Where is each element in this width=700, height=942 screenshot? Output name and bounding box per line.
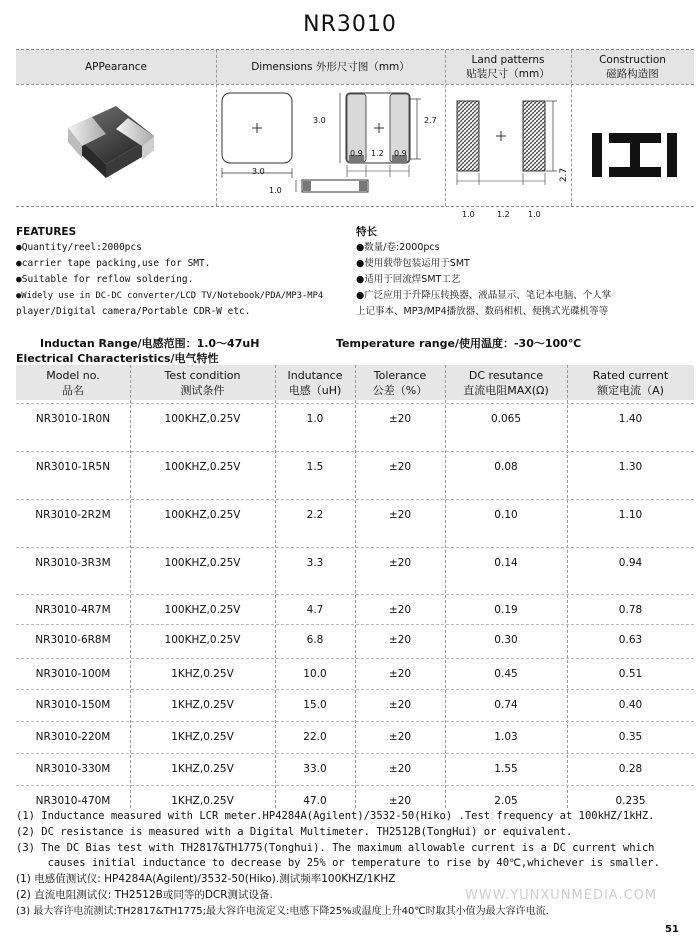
cell-tolerance: ±20 [388,509,412,521]
dim-width: 3.0 [252,167,265,176]
cell-tolerance: ±20 [388,634,412,646]
features-cn-item: 上记事本、MP3/MP4播放器、数码相机、便携式光碟机等等 [356,306,609,317]
row-divider [16,785,694,786]
header-model [16,365,130,400]
header-tolerance [355,365,445,400]
row-divider [16,753,694,754]
cell-model: NR3010-4R7M [35,604,111,616]
land-pad2: 1.0 [528,210,541,219]
cell-rated-current: 0.28 [618,763,643,775]
land-gap: 1.2 [497,210,510,219]
cell-tolerance: ±20 [388,557,412,569]
header-model-en: Model no. [46,368,100,382]
cell-dcr: 0.30 [494,634,518,646]
cell-tolerance: ±20 [388,795,412,807]
features-en-title: FEATURES [16,226,77,238]
features-cn-item: ●使用载带包装运用于SMT [356,258,470,269]
land-pattern-drawing [445,85,571,208]
appearance-header: APPearance [16,50,216,84]
cell-inductance: 15.0 [303,699,327,711]
cell-model: NR3010-150M [35,699,111,711]
cell-model: NR3010-220M [35,731,111,743]
cell-rated-current: 0.235 [615,795,646,807]
dim-height: 3.0 [313,116,326,125]
page-title: NR3010 [303,12,397,37]
header-inductance-cn: 电感（uH) [288,383,342,397]
cell-test-condition: 100KHZ,0.25V [164,634,241,646]
row-divider [16,721,694,722]
features-en [16,224,323,320]
cell-dcr: 0.065 [490,413,522,425]
cell-rated-current: 1.40 [618,413,643,425]
header-dcr [445,365,567,400]
land-header-en: Land patterns [471,54,545,66]
cell-rated-current: 0.94 [618,557,643,569]
cell-inductance: 10.0 [303,668,327,680]
row-divider [16,658,694,659]
header-inductance [275,365,355,400]
features-en-item: ●Quantity/reel:2000pcs [16,242,142,253]
temperature-range: Temperature range/使用温度：-30～100℃ [336,337,582,350]
header-current [567,365,694,400]
dim-gap: 1.2 [371,149,384,158]
cell-model: NR3010-1R0N [35,413,111,425]
dim-pad1: 0.9 [350,149,363,158]
cell-test-condition: 1KHZ,0.25V [171,795,234,807]
features-cn-item: ●适用于回流焊SMT工艺 [356,274,461,285]
cell-tolerance: ±20 [388,413,412,425]
cell-test-condition: 100KHZ,0.25V [164,509,241,521]
cell-tolerance: ±20 [388,668,412,680]
cell-test-condition: 1KHZ,0.25V [171,763,234,775]
inductor-photo [56,98,166,188]
cell-model: NR3010-2R2M [35,509,111,521]
cell-model: NR3010-6R8M [35,634,111,646]
page-number: 51 [665,924,679,935]
features-cn [356,224,611,320]
cell-dcr: 0.08 [494,461,518,473]
cell-test-condition: 100KHZ,0.25V [164,413,241,425]
construction-header [571,50,694,84]
header-inductance-en: Indutance [287,368,343,382]
features-cn-item: ●数量/卷:2000pcs [356,242,440,253]
cell-dcr: 0.10 [494,509,518,521]
cell-inductance: 47.0 [303,795,327,807]
header-test-en: Test condition [164,368,241,382]
cell-inductance: 33.0 [303,763,327,775]
cell-tolerance: ±20 [388,461,412,473]
note-cn-2: (2) 直流电阻测试仪: TH2512B或同等的DCR测试设备. [16,889,273,901]
cell-dcr: 0.45 [494,668,518,680]
cell-rated-current: 1.30 [618,461,643,473]
note-en-4: causes initial inductance to decrease by 25% or temperature to rise by 40℃,whichever is smaller. [16,857,660,869]
cell-inductance: 2.2 [306,509,324,521]
cell-rated-current: 0.78 [618,604,643,616]
note-en-2: (2) DC resistance is measured with a Digital Multimeter. TH2512B(TongHui) or equivalent. [16,826,573,838]
cell-tolerance: ±20 [388,763,412,775]
features-en-item: ●carrier tape packing,use for SMT. [16,258,211,269]
cell-rated-current: 0.63 [618,634,643,646]
cell-rated-current: 0.35 [618,731,643,743]
header-current-en: Rated current [592,368,669,382]
cell-dcr: 2.05 [494,795,518,807]
construction-drawing [571,85,694,208]
cell-inductance: 3.3 [306,557,324,569]
construction-header-en: Construction [599,54,666,66]
note-en-1: (1) Inductance measured with LCR meter.HP4284A(Agilent)/3532-50(Hiko) .Test frequency at 100kHZ/1kHZ. [16,810,655,822]
construction-header-cn: 磁路构造图 [606,68,659,80]
electrical-title: Electrical Characteristics/电气特性 [16,352,219,365]
cell-inductance: 1.0 [306,413,324,425]
cell-test-condition: 1KHZ,0.25V [171,731,234,743]
header-current-cn: 额定电流（A) [597,383,664,397]
cell-rated-current: 1.10 [618,509,643,521]
cell-model: NR3010-330M [35,763,111,775]
cell-test-condition: 1KHZ,0.25V [171,668,234,680]
dimensions-drawing [216,85,445,208]
land-pad1: 1.0 [462,210,475,219]
cell-dcr: 0.14 [494,557,518,569]
cell-inductance: 6.8 [306,634,324,646]
note-en-3: (3) The DC Bias test with TH2817&TH1775(Tonghui). The maximum allowable current is a DC current which [16,842,655,854]
header-tolerance-cn: 公差（%） [372,383,428,397]
cell-dcr: 0.19 [494,604,518,616]
header-test-cn: 测试条件 [180,383,225,397]
spec-table [16,49,694,219]
cell-test-condition: 100KHZ,0.25V [164,604,241,616]
row-divider [16,451,694,452]
features-cn-title: 特长 [356,226,377,238]
cell-tolerance: ±20 [388,604,412,616]
cell-dcr: 1.03 [494,731,518,743]
header-tolerance-en: Tolerance [373,368,427,382]
note-cn-1: (1) 电感值测试仪: HP4284A(Agilent)/3532-50(Hiko).测试频率100KHZ/1KHZ [16,873,396,885]
inductance-range: Inductan Range/电感范围：1.0～47uH [40,337,260,350]
cell-inductance: 1.5 [306,461,324,473]
cell-rated-current: 0.51 [618,668,643,680]
cell-model: NR3010-100M [35,668,111,680]
dim-pad2: 0.9 [394,149,407,158]
watermark: WWW.YUNXUNMEDIA.COM [465,888,658,903]
cell-model: NR3010-3R3M [35,557,111,569]
cell-inductance: 22.0 [303,731,327,743]
land-height: 2.7 [559,167,570,183]
cell-test-condition: 100KHZ,0.25V [164,461,241,473]
features-en-item: ●Widely use in DC-DC converter/LCD TV/Notebook/PDA/MP3-MP4 [16,291,324,301]
header-dcr-en: DC resutance [468,368,544,382]
cell-dcr: 0.74 [494,699,518,711]
row-divider [16,499,694,500]
cell-model: NR3010-470M [35,795,111,807]
row-divider [16,624,694,625]
cell-rated-current: 0.40 [618,699,643,711]
features-en-item: player/Digital camera/Portable CDR-W etc. [16,306,251,317]
cell-test-condition: 1KHZ,0.25V [171,699,234,711]
cell-tolerance: ±20 [388,731,412,743]
cell-inductance: 4.7 [306,604,324,616]
row-divider [16,403,694,404]
row-divider [16,594,694,595]
row-divider [16,689,694,690]
land-header-cn: 贴装尺寸（mm） [466,68,550,80]
cell-test-condition: 100KHZ,0.25V [164,557,241,569]
cell-tolerance: ±20 [388,699,412,711]
features-cn-item: ●广泛应用于升降压转换器、液晶显示、笔记本电脑、个人掌 [356,290,612,301]
features-en-item: ●Suitable for reflow soldering. [16,274,194,285]
header-test [130,365,275,400]
dim-side-height: 2.7 [424,116,437,125]
land-header [445,50,571,84]
header-model-cn: 品名 [62,383,84,397]
note-cn-3: (3) 最大容许电流测试:TH2817&TH1775;最大容许电流定义:电感下降25%或温度上升40℃时取其小值为最大容许电流. [16,906,549,917]
cell-model: NR3010-1R5N [35,461,111,473]
header-dcr-cn: 直流电阻MAX(Ω) [463,383,549,397]
row-divider [16,547,694,548]
dimensions-header: Dimensions 外形尺寸图（mm） [216,50,445,84]
dim-thickness: 1.0 [269,186,282,195]
cell-dcr: 1.55 [494,763,518,775]
